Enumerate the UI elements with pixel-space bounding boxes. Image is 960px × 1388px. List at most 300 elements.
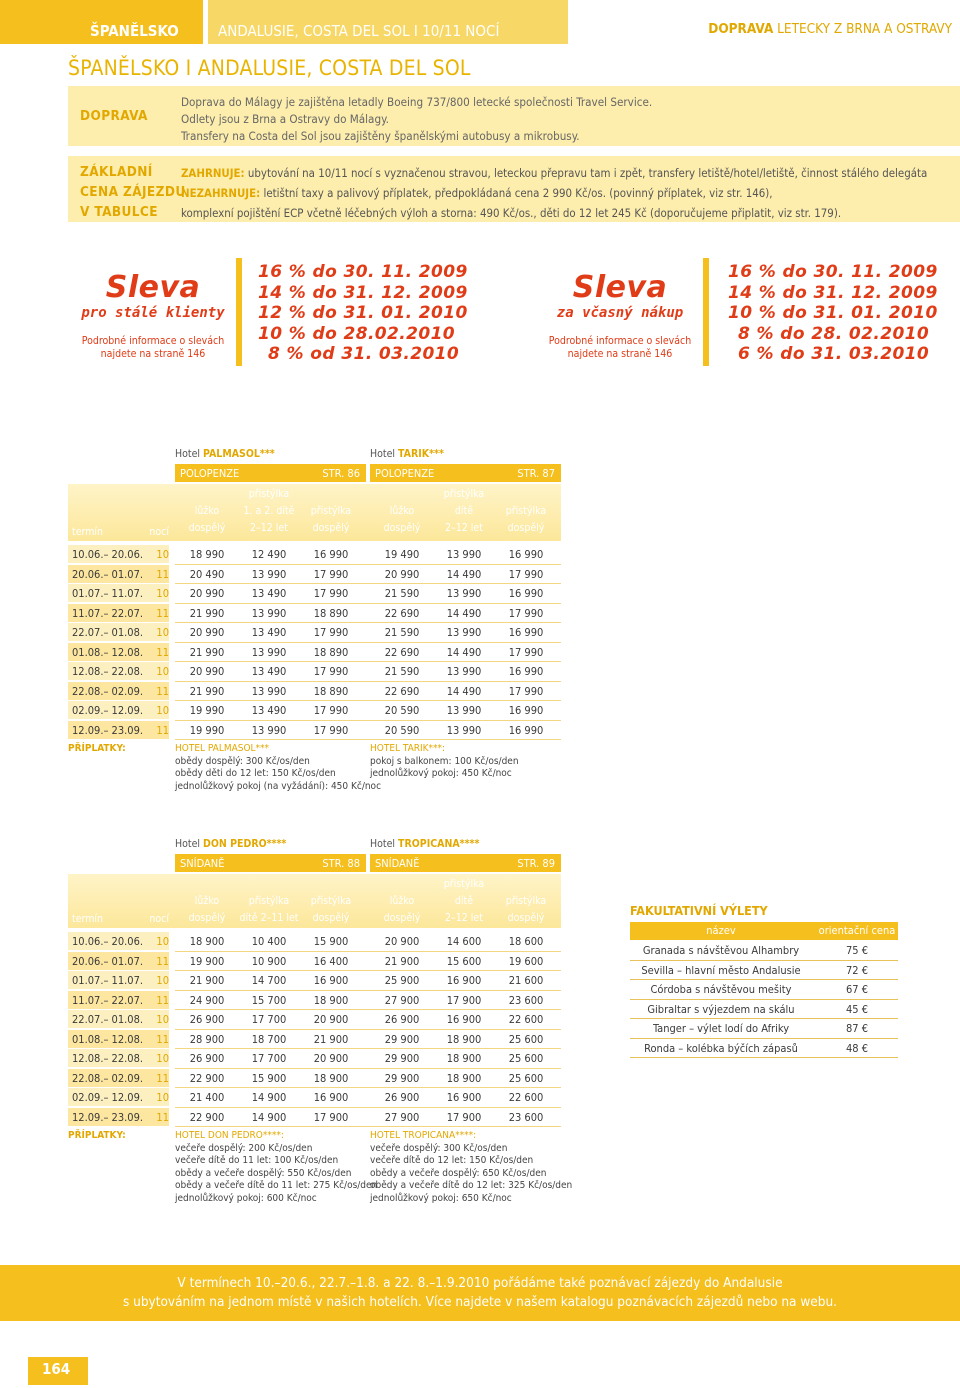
hotel-name-a	[175, 448, 275, 460]
excursion-name: Gibraltar s výjezdem na skálu	[647, 1002, 795, 1016]
column-header: lůžko	[194, 505, 220, 517]
nights-cell: 11	[156, 684, 169, 698]
footer-line: V termínech 10.–20.6., 22.7.–1.8. a 22. 8.–1.9.2010 pořádáme také poznávací zájezdy do Andalusie	[177, 1275, 783, 1291]
header-transport-rest: LETECKY Z BRNA A OSTRAVY	[773, 21, 952, 37]
price-cell: 13 490	[251, 704, 287, 717]
nights-cell: 10	[156, 974, 169, 987]
price-cell: 18 900	[313, 993, 349, 1007]
price-cell: 18 900	[446, 1071, 482, 1085]
price-cell: 18 890	[313, 684, 349, 698]
discount-line: 16 % do 30. 11. 2009	[258, 262, 468, 282]
row-divider	[175, 739, 561, 740]
price-cell: 13 990	[251, 684, 287, 698]
price-cell: 17 900	[446, 1110, 482, 1124]
supplement-line: pokoj s balkonem: 100 Kč/os/den	[370, 755, 519, 767]
excursion-price: 45 €	[845, 1002, 869, 1016]
footer-line: s ubytováním na jednom místě v našich hotelích. Více najdete v našem katalogu poznávacích zájezdů nebo na webu.	[122, 1294, 838, 1310]
price-cell: 21 900	[313, 1032, 349, 1046]
discount-loyal-bar	[236, 258, 242, 366]
supplement-line: večeře dítě do 12 let: 150 Kč/os/den	[370, 1155, 534, 1166]
term-cell: 10.06.– 20.06.	[72, 935, 144, 948]
nights-cell: 11	[156, 1110, 169, 1124]
price-cell: 16 990	[508, 587, 544, 600]
term-cell: 10.06.– 20.06.	[72, 548, 144, 561]
column-header: dítě	[454, 895, 474, 907]
supplement-line: jednolůžkový pokoj: 600 Kč/noc	[175, 1192, 317, 1204]
excludes-text: letištní taxy a palivový příplatek, předpokládaná cena 2 990 Kč/os. (povinný příplatek, viz str. 146),	[260, 186, 773, 200]
term-cell: 11.07.– 22.07.	[72, 606, 144, 620]
supplement-line: obědy a večeře dospělý: 650 Kč/os/den	[370, 1167, 547, 1179]
row-divider	[175, 1126, 561, 1127]
board-bar-b	[370, 464, 561, 482]
price-cell: 22 690	[384, 645, 420, 659]
column-header: 2–12 let	[445, 522, 483, 534]
term-cell: 01.08.– 12.08.	[72, 1032, 144, 1046]
price-cell: 14 700	[251, 974, 287, 987]
supplement-line: večeře dítě do 11 let: 100 Kč/os/den	[175, 1155, 339, 1166]
column-header: přistýlka	[443, 878, 485, 890]
column-header: 2–12 let	[250, 522, 288, 534]
excursion-price: 48 €	[845, 1041, 869, 1055]
price-cell: 16 900	[446, 1091, 482, 1104]
excursion-name: Córdoba s návštěvou mešity	[650, 983, 792, 996]
board-page: STR. 88	[322, 857, 360, 870]
price-cell: 29 900	[384, 1071, 420, 1085]
nights-cell: 10	[156, 1091, 169, 1104]
note-line: najdete na straně 146	[567, 348, 673, 360]
price-cell: 23 600	[508, 993, 544, 1007]
price-cell: 20 990	[384, 567, 420, 581]
price-cell: 26 900	[384, 1013, 420, 1026]
excursion-name: Tanger – výlet lodí do Afriky	[652, 1022, 790, 1035]
supplement-line: HOTEL TARIK***:	[370, 743, 446, 754]
discount-loyal-list	[258, 262, 468, 365]
price-cell: 27 900	[384, 993, 420, 1007]
supplement-line: večeře dospělý: 200 Kč/os/den	[175, 1142, 313, 1154]
column-header: lůžko	[389, 895, 415, 907]
column-header: přistýlka	[310, 895, 352, 907]
price-cell: 13 490	[251, 665, 287, 678]
price-cell: 19 990	[189, 704, 225, 717]
price-cell: 21 400	[189, 1091, 225, 1104]
price-cell: 15 900	[313, 935, 349, 948]
nights-cell: 11	[156, 567, 169, 581]
column-header: dospělý	[312, 912, 350, 924]
price-cell: 13 490	[251, 626, 287, 639]
price-cell: 26 900	[384, 1091, 420, 1104]
hotel-name: DON PEDRO****	[203, 838, 287, 850]
column-header: přistýlka	[248, 488, 290, 500]
term-cell: 02.09.– 12.09.	[72, 704, 144, 717]
price-cell: 12 490	[251, 548, 287, 561]
doprava-line: Odlety jsou z Brna a Ostravy do Málagy.	[181, 112, 389, 126]
price-cell: 16 990	[313, 548, 349, 561]
price-cell: 17 990	[313, 723, 349, 737]
column-header: dospělý	[188, 912, 226, 924]
supplement-line: obědy a večeře dítě do 12 let: 325 Kč/os/den	[370, 1180, 573, 1191]
supplements-b	[370, 743, 519, 781]
price-cell: 17 900	[313, 1110, 349, 1124]
discount-line: 14 % do 31. 12. 2009	[258, 282, 468, 303]
term-cell: 01.07.– 11.07.	[72, 974, 144, 987]
board-type: SNÍDANĚ	[180, 857, 225, 870]
nights-cell: 11	[156, 993, 169, 1007]
term-cell: 12.08.– 22.08.	[72, 665, 144, 678]
price-cell: 18 700	[251, 1032, 287, 1046]
price-cell: 16 990	[508, 665, 544, 678]
price-cell: 14 600	[446, 935, 482, 948]
price-cell: 14 900	[251, 1091, 287, 1104]
price-cell: 22 600	[508, 1091, 544, 1104]
nights-cell: 11	[156, 723, 169, 737]
term-cell: 22.08.– 02.09.	[72, 1071, 144, 1085]
term-cell: 02.09.– 12.09.	[72, 1091, 144, 1104]
column-header: dospělý	[507, 522, 545, 534]
price-cell: 19 600	[508, 954, 544, 968]
nights-cell: 11	[156, 1032, 169, 1046]
price-cell: 16 900	[313, 1091, 349, 1104]
footer-text	[0, 1274, 960, 1312]
board-bar-b	[370, 854, 561, 872]
price-cell: 16 900	[446, 1013, 482, 1026]
price-cell: 16 990	[508, 548, 544, 561]
price-cell: 21 990	[189, 606, 225, 620]
term-cell: 22.08.– 02.09.	[72, 684, 144, 698]
price-cell: 15 900	[251, 1071, 287, 1085]
supplement-line: obědy děti do 12 let: 150 Kč/os/den	[175, 768, 336, 779]
discount-line: 6 % do 31. 03.2010	[738, 344, 930, 364]
hotel-name: TARIK***	[398, 448, 444, 460]
discount-line: 8 % do 28. 02.2010	[738, 323, 930, 344]
price-cell: 15 600	[446, 954, 482, 968]
price-info-label-line: V TABULCE	[80, 204, 158, 220]
nights-cell: 10	[156, 626, 169, 639]
price-cell: 20 900	[384, 935, 420, 948]
price-cell: 20 990	[189, 587, 225, 600]
price-cell: 17 700	[251, 1013, 287, 1026]
term-cell: 20.06.– 01.07.	[72, 567, 144, 581]
supplement-line: HOTEL PALMASOL***	[175, 743, 270, 754]
price-cell: 18 890	[313, 606, 349, 620]
price-info-label	[80, 162, 186, 222]
price-cell: 27 900	[384, 1110, 420, 1124]
excursion-name: Sevilla – hlavní město Andalusie	[641, 963, 801, 977]
price-cell: 25 900	[384, 974, 420, 987]
price-cell: 29 900	[384, 1052, 420, 1065]
supplement-line: jednolůžkový pokoj (na vyžádání): 450 Kč/noc	[175, 780, 382, 792]
column-header: dítě	[454, 505, 474, 517]
supplement-line: obědy a večeře dítě do 11 let: 275 Kč/os/den	[175, 1180, 378, 1191]
hotel-name-a	[175, 838, 286, 850]
discount-loyal-title: Sleva	[105, 270, 201, 305]
nights-cell: 10	[156, 1013, 169, 1026]
price-cell: 23 600	[508, 1110, 544, 1124]
price-cell: 13 990	[446, 626, 482, 639]
page-title: ŠPANĚLSKO I ANDALUSIE, COSTA DEL SOL	[68, 56, 471, 80]
col-noci: nocí	[149, 913, 169, 925]
price-cell: 14 490	[446, 645, 482, 659]
price-cell: 20 590	[384, 723, 420, 737]
supplements-b	[370, 1130, 572, 1205]
supplements-a	[175, 1130, 377, 1205]
price-cell: 18 900	[446, 1052, 482, 1065]
price-cell: 21 590	[384, 665, 420, 678]
term-cell: 11.07.– 22.07.	[72, 993, 144, 1007]
column-header: 2–12 let	[445, 912, 483, 924]
column-header: přistýlka	[505, 505, 547, 517]
price-cell: 17 990	[313, 567, 349, 581]
discount-line: 10 % do 28.02.2010	[258, 323, 456, 344]
col-noci: nocí	[149, 526, 169, 538]
supplement-line: obědy dospělý: 300 Kč/os/den	[175, 755, 310, 767]
insurance-text: komplexní pojištění ECP včetně léčebných výloh a storna: 490 Kč/os., děti do 12 let 245 Kč (doporučujeme připlatit, viz str. 179).	[181, 206, 842, 220]
price-cell: 10 400	[251, 935, 287, 948]
price-cell: 22 600	[508, 1013, 544, 1026]
nights-cell: 11	[156, 1071, 169, 1085]
discount-early-list	[728, 262, 938, 365]
price-cell: 17 990	[313, 665, 349, 678]
discount-line: 8 % od 31. 03.2010	[268, 344, 460, 364]
price-cell: 18 600	[508, 935, 544, 948]
nights-cell: 10	[156, 548, 169, 561]
price-cell: 18 900	[189, 935, 225, 948]
price-cell: 17 990	[313, 626, 349, 639]
excursion-price: 87 €	[845, 1022, 869, 1035]
price-cell: 13 490	[251, 587, 287, 600]
price-cell: 20 590	[384, 704, 420, 717]
term-cell: 12.09.– 23.09.	[72, 1110, 144, 1124]
price-cell: 17 990	[508, 645, 544, 659]
price-cell: 16 990	[508, 626, 544, 639]
doprava-text	[181, 94, 652, 145]
price-cell: 21 600	[508, 974, 544, 987]
price-cell: 25 600	[508, 1052, 544, 1065]
board-type: POLOPENZE	[180, 467, 240, 480]
column-header: dospělý	[312, 522, 350, 534]
nights-cell: 11	[156, 645, 169, 659]
discount-early-bar	[703, 258, 709, 366]
column-header: přistýlka	[310, 505, 352, 517]
supplement-line: obědy a večeře dospělý: 550 Kč/os/den	[175, 1167, 352, 1179]
hotel-name: PALMASOL***	[203, 448, 275, 460]
price-cell: 19 990	[189, 723, 225, 737]
column-header: dítě 2–11 let	[239, 912, 299, 924]
price-info-text	[181, 163, 927, 223]
discount-line: 16 % do 30. 11. 2009	[728, 262, 938, 282]
supplements-label: PŘÍPLATKY:	[68, 743, 126, 754]
term-cell: 12.09.– 23.09.	[72, 723, 144, 737]
column-header: dospělý	[383, 522, 421, 534]
term-cell: 22.07.– 01.08.	[72, 626, 144, 639]
price-cell: 14 490	[446, 684, 482, 698]
price-cell: 20 990	[189, 626, 225, 639]
nights-cell: 10	[156, 704, 169, 717]
includes-label: ZAHRNUJE:	[181, 166, 245, 180]
price-info-label-line: CENA ZÁJEZDU	[80, 184, 186, 200]
price-cell: 18 990	[189, 548, 225, 561]
price-cell: 13 990	[446, 665, 482, 678]
column-header: přistýlka	[443, 488, 485, 500]
header-transport-strong: DOPRAVA	[708, 21, 774, 37]
column-header: lůžko	[194, 895, 220, 907]
price-cell: 17 900	[446, 993, 482, 1007]
nights-cell: 11	[156, 606, 169, 620]
price-cell: 26 900	[189, 1013, 225, 1026]
page-number: 164	[42, 1360, 71, 1378]
header-country: ŠPANĚLSKO	[90, 22, 179, 40]
doprava-line: Doprava do Málagy je zajištěna letadly Boeing 737/800 letecké společnosti Travel Service.	[181, 95, 653, 109]
supplement-line: jednolůžkový pokoj: 650 Kč/noc	[370, 1192, 512, 1204]
term-cell: 22.07.– 01.08.	[72, 1013, 144, 1026]
excursion-name: Granada s návštěvou Alhambry	[642, 944, 800, 957]
price-cell: 17 990	[508, 606, 544, 620]
price-cell: 25 600	[508, 1032, 544, 1046]
column-header: přistýlka	[248, 895, 290, 907]
price-cell: 16 900	[313, 974, 349, 987]
price-cell: 14 490	[446, 606, 482, 620]
discount-early-block	[545, 270, 695, 361]
price-cell: 13 990	[446, 587, 482, 600]
board-type: SNÍDANĚ	[375, 857, 420, 870]
price-cell: 20 900	[313, 1052, 349, 1065]
col-termin: termín	[72, 526, 104, 538]
price-cell: 26 900	[189, 1052, 225, 1065]
hotel-prefix: Hotel	[175, 448, 204, 460]
price-cell: 14 490	[446, 567, 482, 581]
price-cell: 21 590	[384, 626, 420, 639]
note-line: najdete na straně 146	[100, 348, 206, 360]
price-cell: 21 590	[384, 587, 420, 600]
price-cell: 16 990	[508, 723, 544, 737]
price-cell: 17 990	[313, 704, 349, 717]
header-transport	[708, 21, 952, 37]
note-line: Podrobné informace o slevách	[81, 335, 225, 347]
excursions-title: FAKULTATIVNÍ VÝLETY	[630, 903, 768, 918]
board-type: POLOPENZE	[375, 467, 435, 480]
price-cell: 20 990	[189, 665, 225, 678]
term-cell: 01.08.– 12.08.	[72, 645, 144, 659]
hotel-prefix: Hotel	[175, 838, 204, 850]
hotel-prefix: Hotel	[370, 448, 399, 460]
price-cell: 20 490	[189, 567, 225, 581]
price-cell: 20 900	[313, 1013, 349, 1026]
excursion-price: 75 €	[845, 944, 869, 957]
price-table-halfboard	[0, 446, 960, 792]
doprava-line: Transfery na Costa del Sol jsou zajištěny španělskými autobusy a mikrobusy.	[181, 129, 580, 143]
doprava-label: DOPRAVA	[80, 108, 148, 124]
board-bar-a	[175, 854, 366, 872]
hotel-prefix: Hotel	[370, 838, 399, 850]
price-cell: 16 990	[508, 704, 544, 717]
term-cell: 20.06.– 01.07.	[72, 954, 144, 968]
header-region: ANDALUSIE, COSTA DEL SOL I 10/11 NOCÍ	[218, 22, 500, 40]
price-cell: 16 900	[446, 974, 482, 987]
supplement-line: jednolůžkový pokoj: 450 Kč/noc	[370, 768, 512, 779]
price-cell: 17 990	[313, 587, 349, 600]
discount-line: 10 % do 31. 01. 2010	[728, 303, 938, 323]
hotel-name-b	[370, 838, 479, 850]
price-cell: 13 990	[446, 723, 482, 737]
board-bar-a	[175, 464, 366, 482]
column-header: dospělý	[507, 912, 545, 924]
price-cell: 13 990	[251, 567, 287, 581]
nights-cell: 11	[156, 954, 169, 968]
price-cell: 13 990	[251, 645, 287, 659]
price-cell: 16 400	[313, 954, 349, 968]
excursion-price: 72 €	[845, 963, 869, 977]
term-cell: 12.08.– 22.08.	[72, 1052, 144, 1065]
board-page: STR. 87	[517, 467, 555, 480]
price-cell: 13 990	[251, 723, 287, 737]
price-cell: 21 900	[189, 974, 225, 987]
column-header: dospělý	[383, 912, 421, 924]
excursion-price: 67 €	[845, 983, 869, 996]
column-header: přistýlka	[505, 895, 547, 907]
excursion-name: Ronda – kolébka býčích zápasů	[644, 1041, 798, 1055]
hotel-name: TROPICANA****	[398, 838, 480, 850]
price-cell: 22 690	[384, 606, 420, 620]
price-cell: 18 900	[313, 1071, 349, 1085]
price-cell: 19 490	[384, 548, 420, 561]
column-header: 1. a 2. dítě	[243, 505, 295, 517]
column-header: dospělý	[188, 522, 226, 534]
supplements-label: PŘÍPLATKY:	[68, 1130, 126, 1141]
supplement-line: HOTEL TROPICANA****:	[370, 1130, 477, 1141]
discount-loyal-subtitle: pro stálé klienty	[81, 305, 225, 321]
price-cell: 24 900	[189, 993, 225, 1007]
price-cell: 21 990	[189, 645, 225, 659]
board-page: STR. 86	[322, 467, 360, 480]
price-cell: 29 900	[384, 1032, 420, 1046]
column-header: lůžko	[389, 505, 415, 517]
nights-cell: 10	[156, 935, 169, 948]
nights-cell: 10	[156, 665, 169, 678]
price-cell: 18 890	[313, 645, 349, 659]
price-cell: 25 600	[508, 1071, 544, 1085]
price-cell: 19 900	[189, 954, 225, 968]
price-cell: 22 900	[189, 1071, 225, 1085]
price-cell: 15 700	[251, 993, 287, 1007]
price-cell: 17 990	[508, 684, 544, 698]
discount-line: 14 % do 31. 12. 2009	[728, 282, 938, 303]
note-line: Podrobné informace o slevách	[548, 335, 692, 347]
supplement-line: večeře dospělý: 300 Kč/os/den	[370, 1142, 508, 1154]
discount-loyal-block	[78, 270, 228, 361]
excursion-col-price: orientační cena	[818, 924, 896, 937]
price-cell: 13 990	[251, 606, 287, 620]
excursion-col-name: název	[706, 924, 736, 937]
price-cell: 18 900	[446, 1032, 482, 1046]
price-cell: 22 900	[189, 1110, 225, 1124]
term-cell: 01.07.– 11.07.	[72, 587, 144, 600]
price-info-label-line: ZÁKLADNÍ	[80, 164, 153, 180]
discount-early-note	[545, 335, 695, 361]
price-cell: 13 990	[446, 704, 482, 717]
price-cell: 13 990	[446, 548, 482, 561]
supplements-a	[175, 743, 381, 793]
price-cell: 17 700	[251, 1052, 287, 1065]
excursions-table	[630, 922, 898, 1062]
col-termin: termín	[72, 913, 104, 925]
board-page: STR. 89	[517, 857, 555, 870]
excludes-label: NEZAHRNUJE:	[181, 186, 261, 200]
discount-loyal-note	[78, 335, 228, 361]
price-cell: 17 990	[508, 567, 544, 581]
price-cell: 21 990	[189, 684, 225, 698]
hotel-name-b	[370, 448, 444, 460]
price-cell: 22 690	[384, 684, 420, 698]
price-cell: 21 900	[384, 954, 420, 968]
